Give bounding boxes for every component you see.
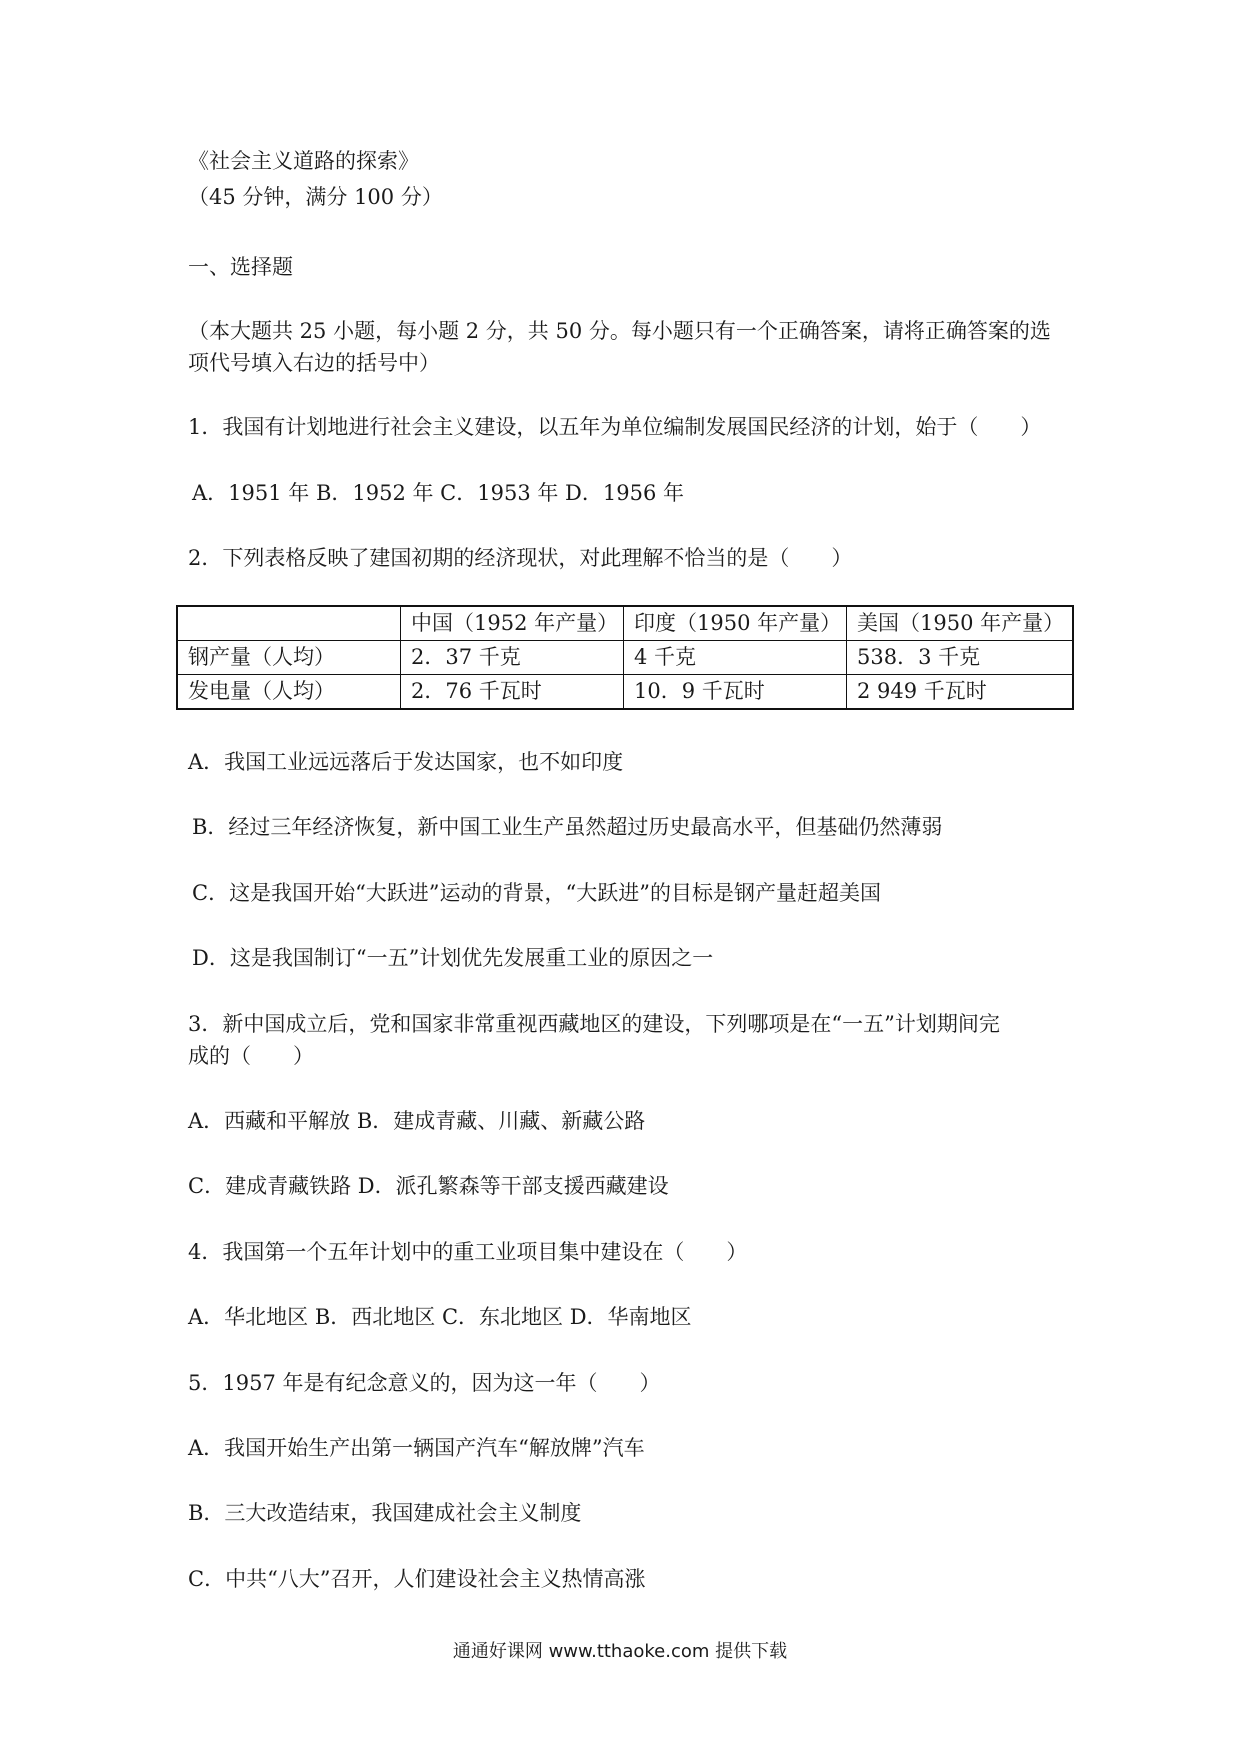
table-header-cell: [177, 606, 401, 641]
table-cell: 10．9 千瓦时: [624, 675, 847, 710]
question-2-option-c: C．这是我国开始“大跃进”运动的背景，“大跃进”的目标是钢产量赶超美国: [192, 881, 882, 905]
table-row: [177, 675, 1073, 710]
question-3-stem-line1: 3．新中国成立后，党和国家非常重视西藏地区的建设，下列哪项是在“一五”计划期间完: [188, 1012, 1000, 1036]
table-cell: 2．37 千克: [401, 641, 624, 675]
question-1-options: A．1951 年 B．1952 年 C．1953 年 D．1956 年: [192, 481, 685, 505]
economy-comparison-table: [176, 605, 1074, 710]
question-1-stem: 1．我国有计划地进行社会主义建设，以五年为单位编制发展国民经济的计划，始于（ ）: [188, 415, 1042, 439]
question-3-options-cd: C．建成青藏铁路 D．派孔繁森等干部支援西藏建设: [188, 1174, 669, 1198]
table-header-row: [177, 606, 1073, 641]
question-2-option-a: A．我国工业远远落后于发达国家，也不如印度: [188, 750, 624, 774]
question-3-stem-line2: 成的（ ）: [188, 1044, 314, 1068]
section-instructions-line1: （本大题共 25 小题，每小题 2 分，共 50 分。每小题只有一个正确答案，请将正确答案的选: [188, 319, 1051, 343]
document-subtitle: （45 分钟，满分 100 分）: [188, 185, 443, 209]
question-3-options-ab: A．西藏和平解放 B．建成青藏、川藏、新藏公路: [188, 1109, 646, 1133]
page-footer: 通通好课网 www.tthaoke.com 提供下载: [452, 1641, 788, 1662]
table-header-cell: 美国（1950 年产量）: [847, 606, 1074, 641]
question-5-option-a: A．我国开始生产出第一辆国产汽车“解放牌”汽车: [188, 1436, 645, 1460]
question-5-option-c: C．中共“八大”召开，人们建设社会主义热情高涨: [188, 1567, 646, 1591]
table-row: [177, 641, 1073, 675]
question-5-stem: 5．1957 年是有纪念意义的，因为这一年（ ）: [188, 1371, 661, 1395]
section-heading: 一、选择题: [188, 255, 293, 279]
question-4-stem: 4．我国第一个五年计划中的重工业项目集中建设在（ ）: [188, 1240, 748, 1264]
question-2-stem: 2．下列表格反映了建国初期的经济现状，对此理解不恰当的是（ ）: [188, 546, 853, 570]
table-cell: 4 千克: [624, 641, 847, 675]
table-cell: 钢产量（人均）: [177, 641, 401, 675]
question-2-option-b: B．经过三年经济恢复，新中国工业生产虽然超过历史最高水平，但基础仍然薄弱: [192, 815, 943, 839]
table-cell: 2 949 千瓦时: [847, 675, 1074, 710]
table-header-cell: 印度（1950 年产量）: [624, 606, 847, 641]
question-4-options: A．华北地区 B．西北地区 C．东北地区 D．华南地区: [188, 1305, 692, 1329]
table-cell: 538．3 千克: [847, 641, 1074, 675]
document-title: 《社会主义道路的探索》: [188, 149, 419, 173]
table-cell: 发电量（人均）: [177, 675, 401, 710]
question-5-option-b: B．三大改造结束，我国建成社会主义制度: [188, 1501, 582, 1525]
table-header-cell: 中国（1952 年产量）: [401, 606, 624, 641]
table-cell: 2．76 千瓦时: [401, 675, 624, 710]
section-instructions-line2: 项代号填入右边的括号中）: [188, 351, 440, 375]
question-2-option-d: D．这是我国制订“一五”计划优先发展重工业的原因之一: [192, 946, 714, 970]
